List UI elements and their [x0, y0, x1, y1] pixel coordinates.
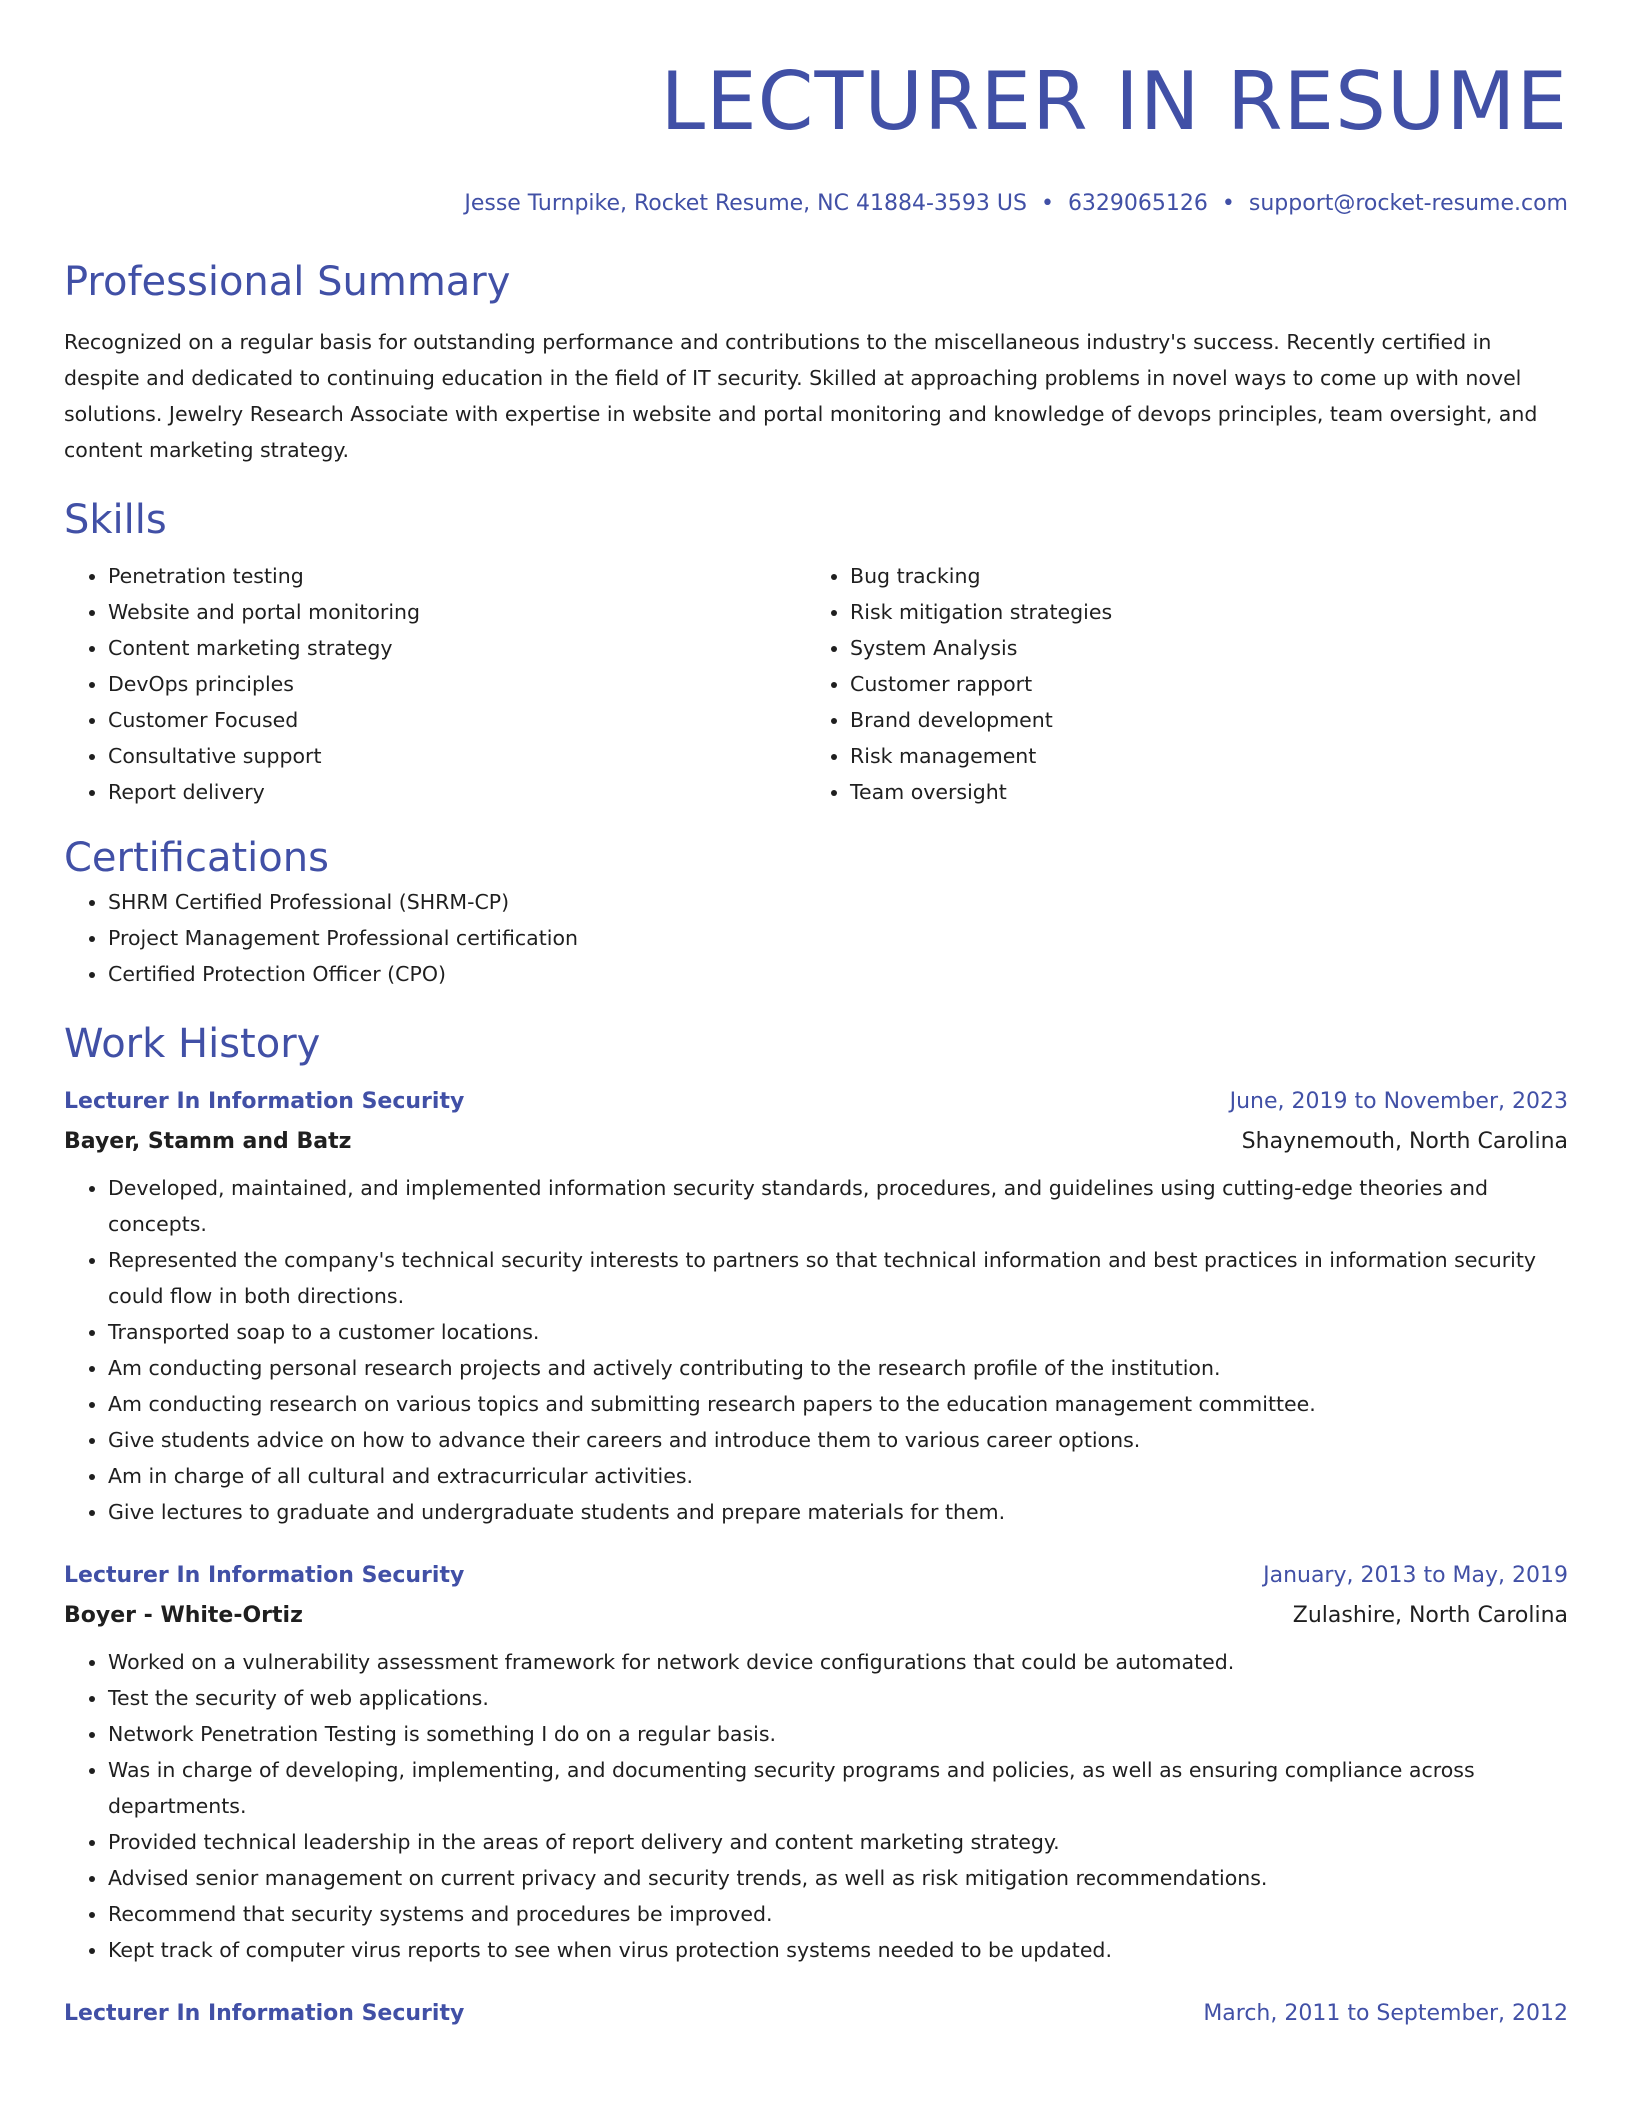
job-bullet: • Give students advice on how to advance their careers and introduce them to various career options. — [108, 1422, 1568, 1458]
job-dates: March, 2011 to September, 2012 — [1203, 2001, 1568, 2026]
job-bullet: • Am in charge of all cultural and extracurricular activities. — [108, 1458, 1568, 1494]
job-entry — [64, 1556, 1568, 1968]
contact-phone: 6329065126 — [1067, 191, 1208, 216]
job-company-row — [64, 1596, 1568, 1636]
skill-item: • Team oversight — [850, 774, 1548, 810]
skills-heading: Skills — [64, 497, 167, 543]
certifications-section — [64, 832, 1568, 992]
contact-email[interactable]: support@rocket-resume.com — [1248, 191, 1568, 216]
certification-item: • SHRM Certified Professional (SHRM-CP) — [108, 884, 1568, 920]
skill-item: • Content marketing strategy — [108, 630, 806, 666]
job-location: Shaynemouth, North Carolina — [1241, 1129, 1568, 1154]
skill-item: • Website and portal monitoring — [108, 594, 806, 630]
skill-item: • Penetration testing — [108, 558, 806, 594]
job-bullet: • Am conducting research on various topics and submitting research papers to the education management committee. — [108, 1386, 1568, 1422]
job-bullet: • Developed, maintained, and implemented information security standards, procedures, and guidelines using cutting-edge theories and concepts. — [108, 1170, 1568, 1242]
job-title-row — [64, 1556, 1568, 1596]
job-bullet: • Kept track of computer virus reports to see when virus protection systems needed to be updated. — [108, 1932, 1568, 1968]
contact-separator: • — [1040, 191, 1054, 216]
job-bullet: • Worked on a vulnerability assessment framework for network device configurations that could be automated. — [108, 1644, 1568, 1680]
skills-left-list — [64, 558, 806, 810]
job-dates: January, 2013 to May, 2019 — [1263, 1563, 1568, 1588]
job-bullet: • Was in charge of developing, implementing, and documenting security programs and policies, as well as ensuring compliance across departments. — [108, 1752, 1568, 1824]
skill-item: • Risk management — [850, 738, 1548, 774]
summary-section — [64, 256, 1568, 468]
work-history-section — [64, 1018, 1568, 2034]
skill-item: • Report delivery — [108, 774, 806, 810]
job-entry — [64, 1994, 1568, 2034]
job-title: Lecturer In Information Security — [64, 1563, 465, 1588]
job-company: Bayer, Stamm and Batz — [64, 1129, 352, 1154]
job-bullet: • Give lectures to graduate and undergraduate students and prepare materials for them. — [108, 1494, 1568, 1530]
job-title: Lecturer In Information Security — [64, 1089, 465, 1114]
skills-section — [64, 494, 1568, 810]
resume-title: LECTURER IN RESUME — [660, 55, 1568, 148]
job-bullet: • Network Penetration Testing is something I do on a regular basis. — [108, 1716, 1568, 1752]
certifications-list — [64, 884, 1568, 992]
job-bullet: • Represented the company's technical security interests to partners so that technical information and best practices in information security could flow in both directions. — [108, 1242, 1568, 1314]
job-company-row — [64, 1122, 1568, 1162]
job-bullet: • Recommend that security systems and procedures be improved. — [108, 1896, 1568, 1932]
job-title: Lecturer In Information Security — [64, 2001, 465, 2026]
job-location: Zulashire, North Carolina — [1292, 1603, 1568, 1628]
certification-item: • Certified Protection Officer (CPO) — [108, 956, 1568, 992]
skill-item: • DevOps principles — [108, 666, 806, 702]
skill-item: • Customer Focused — [108, 702, 806, 738]
job-bullets — [64, 1170, 1568, 1530]
summary-heading: Professional Summary — [64, 259, 511, 305]
work-history-heading: Work History — [64, 1021, 321, 1067]
contact-address: Jesse Turnpike, Rocket Resume, NC 41884-3593 US — [464, 191, 1027, 216]
skills-columns — [64, 558, 1568, 810]
job-bullet: • Transported soap to a customer locations. — [108, 1314, 1568, 1350]
summary-text: Recognized on a regular basis for outstanding performance and contributions to the miscellaneous industry's success. Recently certified in despite and dedicated to continuing education in the field of IT security. Skilled at approaching problems in novel ways to come up with novel solutions. Jewelry Research Associate with expertise in website and portal monitoring and knowledge of devops principles, team oversight, and content marketing strategy. — [64, 330, 1538, 462]
job-dates: June, 2019 to November, 2023 — [1229, 1089, 1568, 1114]
skill-item: • Risk mitigation strategies — [850, 594, 1548, 630]
resume-header — [64, 54, 1568, 220]
contact-line — [64, 188, 1568, 220]
job-bullet: • Am conducting personal research projects and actively contributing to the research profile of the institution. — [108, 1350, 1568, 1386]
skill-item: • Brand development — [850, 702, 1548, 738]
skill-item: • Bug tracking — [850, 558, 1548, 594]
job-bullets — [64, 1644, 1568, 1968]
job-bullet: • Advised senior management on current privacy and security trends, as well as risk mitigation recommendations. — [108, 1860, 1568, 1896]
contact-separator: • — [1221, 191, 1235, 216]
job-bullet: • Provided technical leadership in the areas of report delivery and content marketing strategy. — [108, 1824, 1568, 1860]
skill-item: • Customer rapport — [850, 666, 1548, 702]
skill-item: • Consultative support — [108, 738, 806, 774]
skill-item: • System Analysis — [850, 630, 1548, 666]
certifications-heading: Certifications — [64, 835, 329, 881]
job-title-row — [64, 1994, 1568, 2034]
job-company: Boyer - White-Ortiz — [64, 1603, 303, 1628]
certification-item: • Project Management Professional certification — [108, 920, 1568, 956]
job-entry — [64, 1082, 1568, 1530]
job-bullet: • Test the security of web applications. — [108, 1680, 1568, 1716]
job-title-row — [64, 1082, 1568, 1122]
skills-right-list — [806, 558, 1548, 810]
